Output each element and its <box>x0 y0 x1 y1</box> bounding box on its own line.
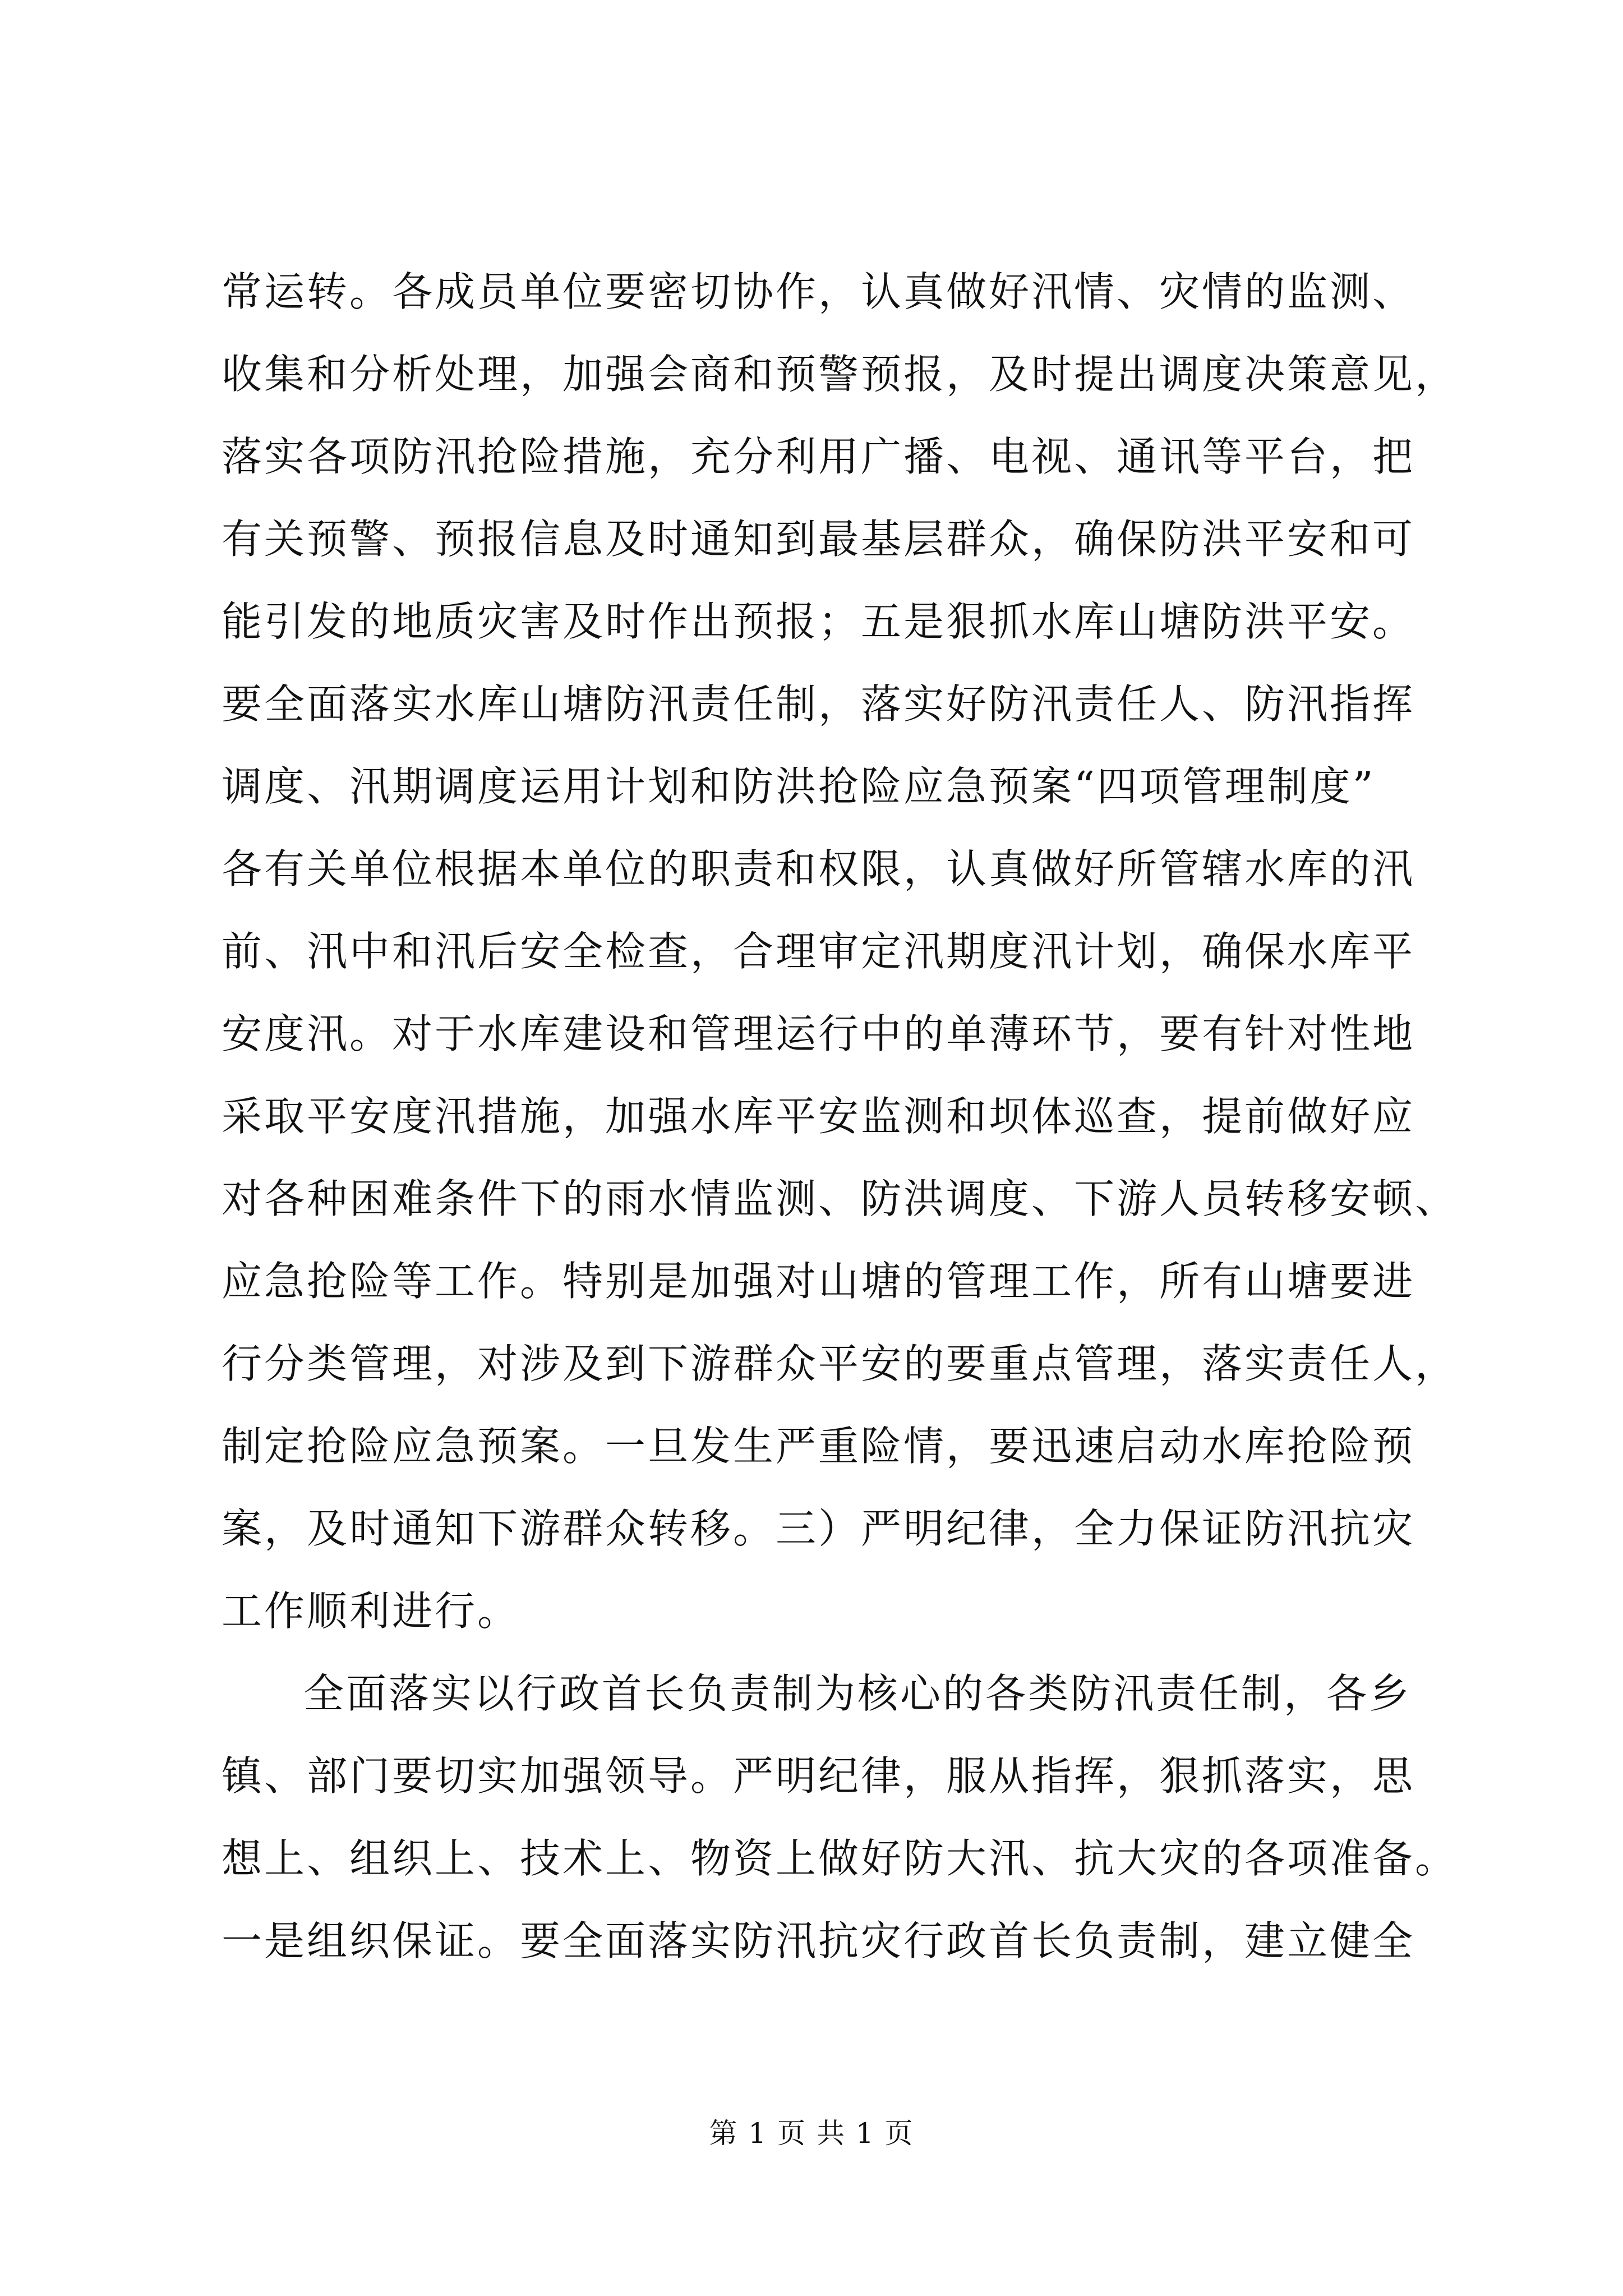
paragraph-first-line: 全面落实以行政首长负责制为核心的各类防汛责任制，各乡 <box>303 1670 1412 1717</box>
text-line: 想上、组织上、技术上、物资上做好防大汛、抗大灾的各项准备。 <box>222 1835 1458 1882</box>
text-line: 常运转。各成员单位要密切协作，认真做好汛情、灾情的监测、 <box>222 268 1415 315</box>
text-line: 调度、汛期调度运用计划和防洪抢险应急预案“四项管理制度” <box>222 763 1376 810</box>
text-line: 安度汛。对于水库建设和管理运行中的单薄环节，要有针对性地 <box>222 1010 1415 1057</box>
text-line: 应急抢险等工作。特别是加强对山塘的管理工作，所有山塘要进 <box>222 1258 1415 1305</box>
text-line: 前、汛中和汛后安全检查，合理审定汛期度汛计划，确保水库平 <box>222 928 1415 975</box>
text-line: 采取平安度汛措施，加强水库平安监测和坝体巡查，提前做好应 <box>222 1093 1415 1140</box>
text-line: 落实各项防汛抢险措施，充分利用广播、电视、通讯等平台，把 <box>222 433 1415 480</box>
text-line: 对各种困难条件下的雨水情监测、防洪调度、下游人员转移安顿、 <box>222 1175 1458 1222</box>
text-line: 行分类管理，对涉及到下游群众平安的要重点管理，落实责任人， <box>222 1340 1458 1387</box>
text-line: 工作顺利进行。 <box>222 1588 520 1635</box>
text-line: 有关预警、预报信息及时通知到最基层群众，确保防洪平安和可 <box>222 516 1415 563</box>
text-line: 能引发的地质灾害及时作出预报；五是狠抓水库山塘防洪平安。 <box>222 598 1415 645</box>
page-footer: 第 1 页 共 1 页 <box>709 2117 914 2150</box>
text-line: 制定抢险应急预案。一旦发生严重险情，要迅速启动水库抢险预 <box>222 1423 1415 1470</box>
text-line: 收集和分析处理，加强会商和预警预报，及时提出调度决策意见， <box>222 351 1458 398</box>
text-line: 要全面落实水库山塘防汛责任制，落实好防汛责任人、防汛指挥 <box>222 680 1415 728</box>
text-line: 镇、部门要切实加强领导。严明纪律，服从指挥，狠抓落实，思 <box>222 1752 1415 1800</box>
text-line: 案，及时通知下游群众转移。三）严明纪律，全力保证防汛抗灾 <box>222 1505 1415 1552</box>
text-line: 各有关单位根据本单位的职责和权限，认真做好所管辖水库的汛 <box>222 845 1415 892</box>
text-line: 一是组织保证。要全面落实防汛抗灾行政首长负责制，建立健全 <box>222 1917 1415 1964</box>
